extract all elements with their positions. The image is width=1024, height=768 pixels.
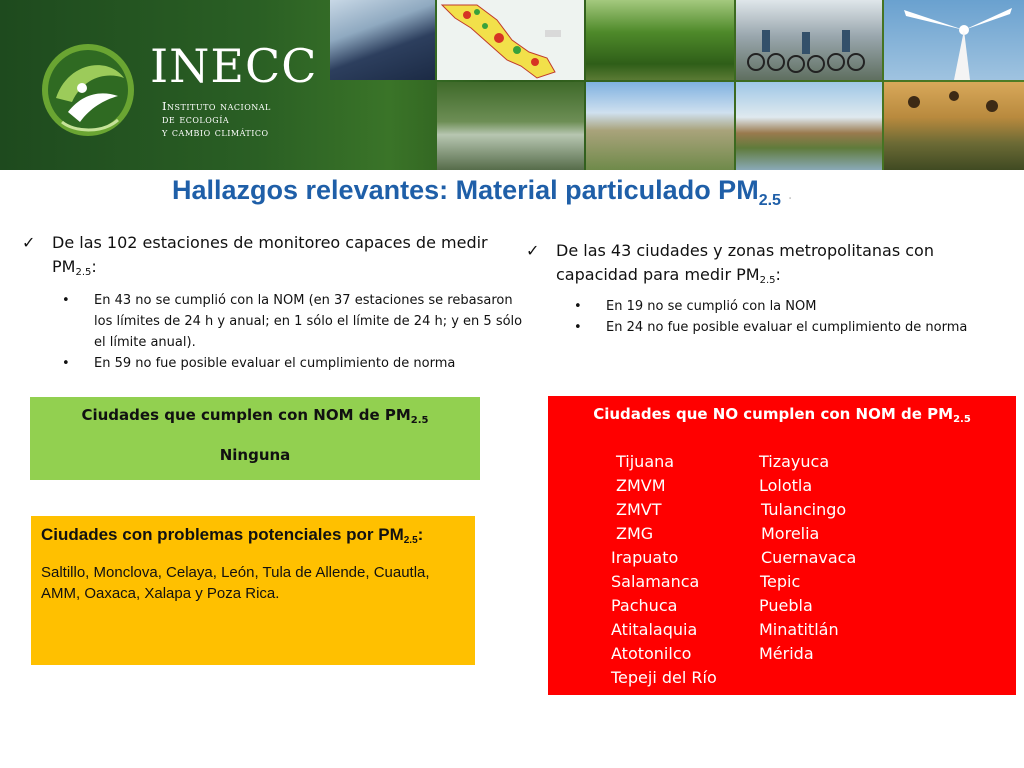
city-col1-item: Atitalaquia: [611, 620, 698, 639]
wind-turbine-photo: [884, 0, 1024, 80]
city-col1-item: Atotonilco: [611, 644, 692, 663]
compliant-title-text: Ciudades que cumplen con NOM de PM: [81, 406, 411, 424]
title-trailing-dot: .: [788, 188, 792, 202]
river-photo: [437, 82, 584, 170]
mexico-map-photo: [437, 0, 584, 80]
solar-panels-photo: [330, 0, 435, 80]
left-bullet-2: [22, 353, 530, 374]
noncompliant-title-subscript: 2.5: [953, 414, 971, 425]
noncompliant-cities-box: [548, 396, 1016, 695]
compliant-cities-title: [30, 406, 480, 426]
right-bullet-2: [526, 317, 998, 338]
city-col2-item: Tulancingo: [761, 500, 847, 519]
city-col1-item: Pachuca: [611, 596, 678, 615]
inecc-logo-icon: [38, 42, 138, 138]
left-bullet-2-text: En 59 no fue posible evaluar el cumplimiento de norma: [94, 356, 456, 371]
left-heading-colon: :: [91, 257, 97, 276]
city-col2-item: Mérida: [759, 644, 814, 663]
title-subscript: 2.5: [758, 192, 781, 209]
right-bullet-1-text: En 19 no se cumplió con la NOM: [606, 299, 817, 314]
city-col1-item: ZMVT: [616, 500, 662, 519]
town-photo: [586, 82, 734, 170]
left-findings: [22, 231, 530, 374]
city-col1-item: ZMG: [616, 524, 654, 543]
city-col1-item: Salamanca: [611, 572, 700, 591]
city-col2-item: Minatitlán: [759, 620, 839, 639]
compliant-title-subscript: 2.5: [410, 415, 429, 426]
right-heading-text: De las 43 ciudades y zonas metropolitanas con capacidad para medir PM: [556, 241, 934, 284]
left-heading: [22, 231, 530, 285]
bullet-icon: •: [62, 293, 70, 308]
potential-title-text: Ciudades con problemas potenciales por PM: [41, 525, 404, 544]
forest-photo: [586, 0, 734, 80]
right-heading: [526, 239, 998, 293]
cyclists-photo: [736, 0, 882, 80]
city-col2-item: Tizayuca: [759, 452, 830, 471]
org-name-line-3: y cambio climático: [162, 125, 269, 139]
city-col2-item: Morelia: [761, 524, 820, 543]
right-bullet-2-text: En 24 no fue posible evaluar el cumplimiento de norma: [606, 320, 968, 335]
potential-title-colon: :: [417, 525, 424, 544]
bullet-icon: •: [62, 356, 70, 371]
city-col2-item: Lolotla: [759, 476, 813, 495]
city-col1-item: ZMVM: [616, 476, 666, 495]
huts-photo: [736, 82, 882, 170]
left-heading-text: De las 102 estaciones de monitoreo capaces de medir PM: [52, 233, 488, 276]
city-col2-item: Cuernavaca: [761, 548, 857, 567]
slide-title: [172, 175, 792, 210]
city-col1-item: Tepeji del Río: [611, 668, 717, 687]
balloons-photo: [884, 82, 1024, 170]
city-col1-item: Tijuana: [616, 452, 675, 471]
checkmark-icon: ✓: [526, 241, 540, 260]
potential-problems-title: [41, 524, 441, 552]
right-heading-colon: :: [775, 265, 781, 284]
right-bullet-1: [526, 296, 998, 317]
city-col2-item: Puebla: [759, 596, 813, 615]
left-bullet-1: [22, 290, 530, 353]
bullet-icon: •: [574, 320, 582, 335]
noncompliant-cities-title: [548, 405, 1016, 425]
org-acronym: INECC: [150, 39, 318, 93]
right-findings: [526, 239, 998, 338]
header-banner: [0, 0, 1024, 170]
right-heading-subscript: 2.5: [759, 275, 776, 286]
checkmark-icon: ✓: [22, 233, 36, 252]
title-text: Hallazgos relevantes: Material particulado PM: [172, 175, 759, 205]
bullet-icon: •: [574, 299, 582, 314]
left-bullet-1-text: En 43 no se cumplió con la NOM (en 37 estaciones se rebasaron los límites de 24 h y anual; en 1 sólo el límite de 24 h; y en 5 sólo el límite anual).: [94, 293, 523, 350]
compliant-cities-box: [30, 397, 480, 480]
potential-problems-cities: Saltillo, Monclova, Celaya, León, Tula de Allende, Cuautla, AMM, Oaxaca, Xalapa y Poza Rica.: [41, 564, 430, 602]
potential-title-subscript: 2.5: [403, 535, 418, 546]
left-heading-subscript: 2.5: [75, 267, 92, 278]
city-col2-item: Tepic: [760, 572, 801, 591]
potential-problems-box: [31, 516, 475, 665]
org-name-line-2: de ecología: [162, 112, 230, 126]
city-col1-item: Irapuato: [611, 548, 679, 567]
org-name-line-1: Instituto nacional: [162, 99, 271, 113]
compliant-cities-value: Ninguna: [219, 446, 291, 464]
noncompliant-title-text: Ciudades que NO cumplen con NOM de PM: [593, 405, 954, 423]
